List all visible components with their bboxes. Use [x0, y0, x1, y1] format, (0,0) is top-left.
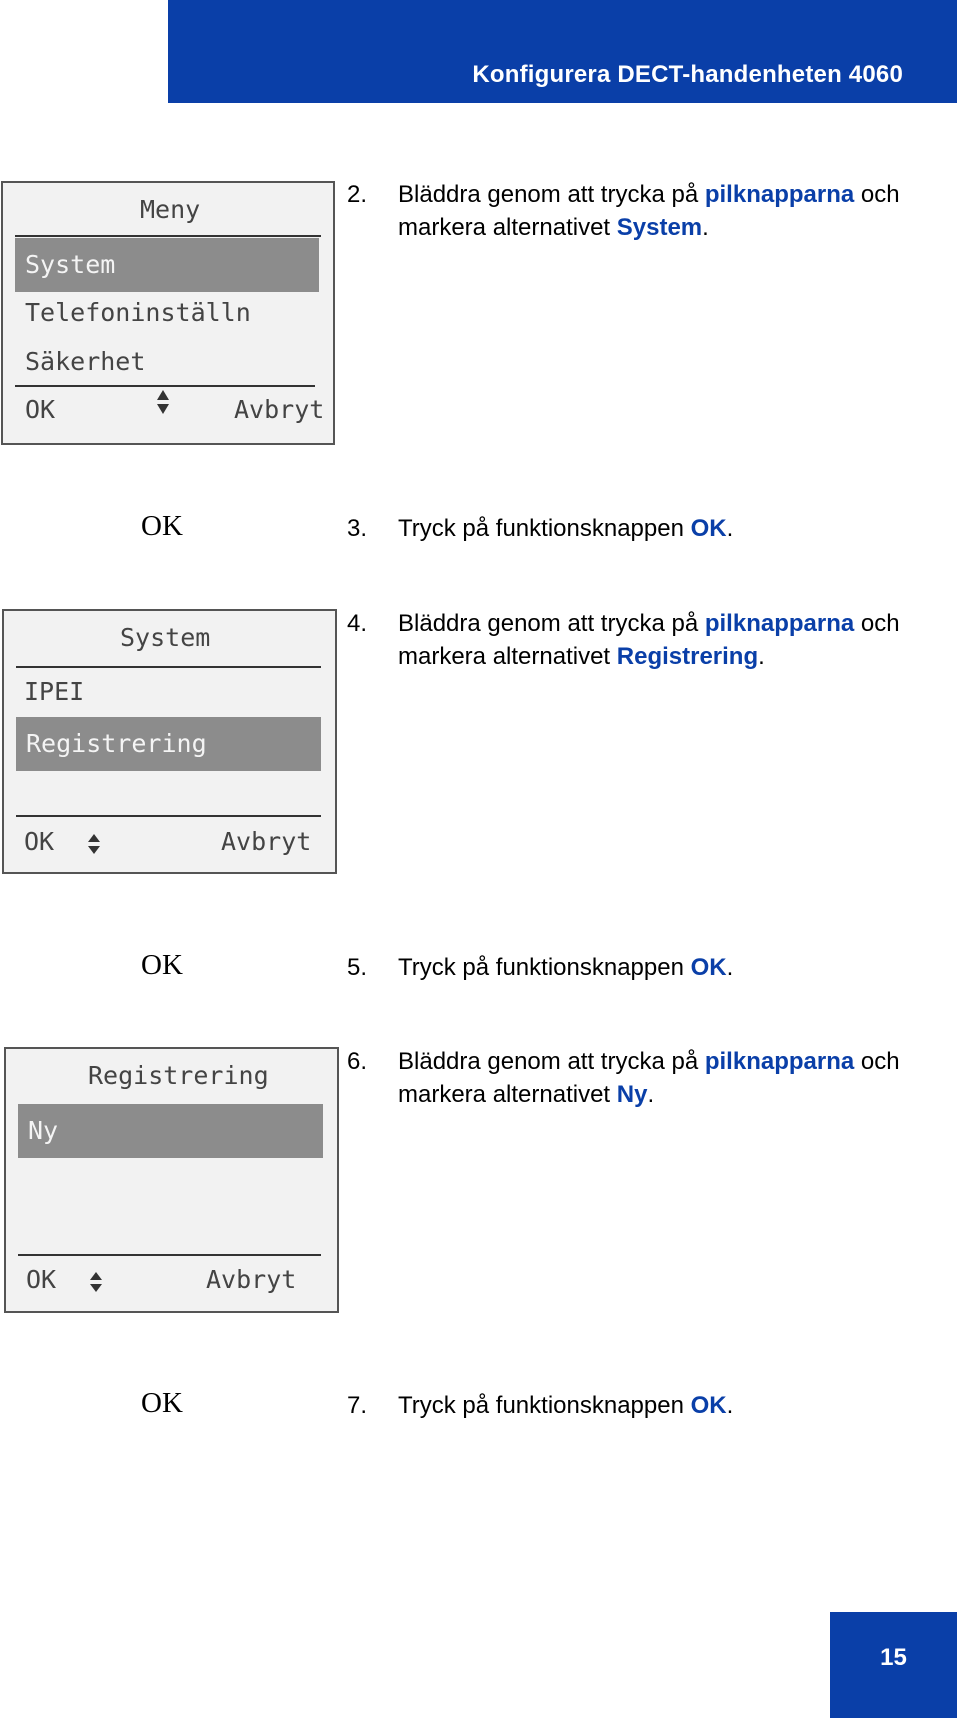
screen-title: System — [120, 623, 211, 652]
softkey-avbryt[interactable]: Avbryt — [221, 827, 312, 856]
menu-item-ipei[interactable]: IPEI — [24, 677, 85, 706]
menu-item-system[interactable]: System — [15, 238, 319, 292]
softkey-avbryt[interactable]: Avbryt — [206, 1265, 297, 1294]
step-number: 5. — [347, 954, 368, 981]
step-number: 4. — [347, 610, 368, 637]
step-number: 2. — [347, 181, 368, 208]
ok-key-label: OK — [141, 510, 183, 542]
page-title: Konfigurera DECT-handenheten 4060 — [472, 61, 903, 88]
softkey-ok[interactable]: OK — [26, 1265, 57, 1294]
step-number: 6. — [347, 1048, 368, 1075]
menu-item-sakerhet[interactable]: Säkerhet — [25, 347, 146, 376]
divider — [16, 815, 321, 817]
handset-screen-registrering — [4, 1047, 339, 1313]
highlight-option: System — [616, 214, 703, 241]
page-number-box — [830, 1612, 957, 1718]
highlight-ok: OK — [690, 1392, 727, 1419]
step-text: Bläddra genom att trycka på pilknapparna och markera alternativet System. — [398, 181, 900, 241]
ok-key-label: OK — [141, 1387, 183, 1419]
screen-title: Meny — [140, 195, 201, 224]
highlight-arrow-keys: pilknapparna — [704, 1048, 855, 1075]
highlight-arrow-keys: pilknapparna — [704, 181, 855, 208]
softkey-ok[interactable]: OK — [25, 395, 56, 424]
divider — [16, 666, 321, 668]
highlight-ok: OK — [690, 954, 727, 981]
handset-screen-system — [2, 609, 337, 874]
scroll-arrows-icon — [88, 834, 100, 854]
menu-item-registrering[interactable]: Registrering — [16, 717, 321, 771]
page-number: 15 — [880, 1644, 907, 1671]
highlight-ok: OK — [690, 515, 727, 542]
menu-item-telefoninstalln[interactable]: Telefoninställn — [25, 298, 251, 327]
step-text: Bläddra genom att trycka på pilknapparna och markera alternativet Ny. — [398, 1048, 900, 1108]
handset-screen-meny — [1, 181, 335, 445]
step-number: 3. — [347, 515, 368, 542]
ok-key-label: OK — [141, 949, 183, 981]
highlight-option: Registrering — [616, 643, 759, 670]
menu-item-ny[interactable]: Ny — [18, 1104, 323, 1158]
step-text: Bläddra genom att trycka på pilknapparna och markera alternativet Registrering. — [398, 610, 900, 670]
screen-title: Registrering — [88, 1061, 269, 1090]
step-text: Tryck på funktionsknappen OK. — [398, 515, 734, 542]
highlight-arrow-keys: pilknapparna — [704, 610, 855, 637]
header-bar — [168, 0, 957, 103]
divider — [18, 1254, 321, 1256]
step-text: Tryck på funktionsknappen OK. — [398, 954, 734, 981]
step-number: 7. — [347, 1392, 368, 1419]
divider — [15, 235, 321, 237]
softkey-ok[interactable]: OK — [24, 827, 55, 856]
step-text: Tryck på funktionsknappen OK. — [398, 1392, 734, 1419]
divider — [15, 385, 315, 387]
scroll-arrows-icon — [157, 390, 169, 414]
softkey-avbryt[interactable]: Avbryt — [234, 395, 325, 424]
scroll-arrows-icon — [90, 1272, 102, 1292]
highlight-option: Ny — [616, 1081, 648, 1108]
